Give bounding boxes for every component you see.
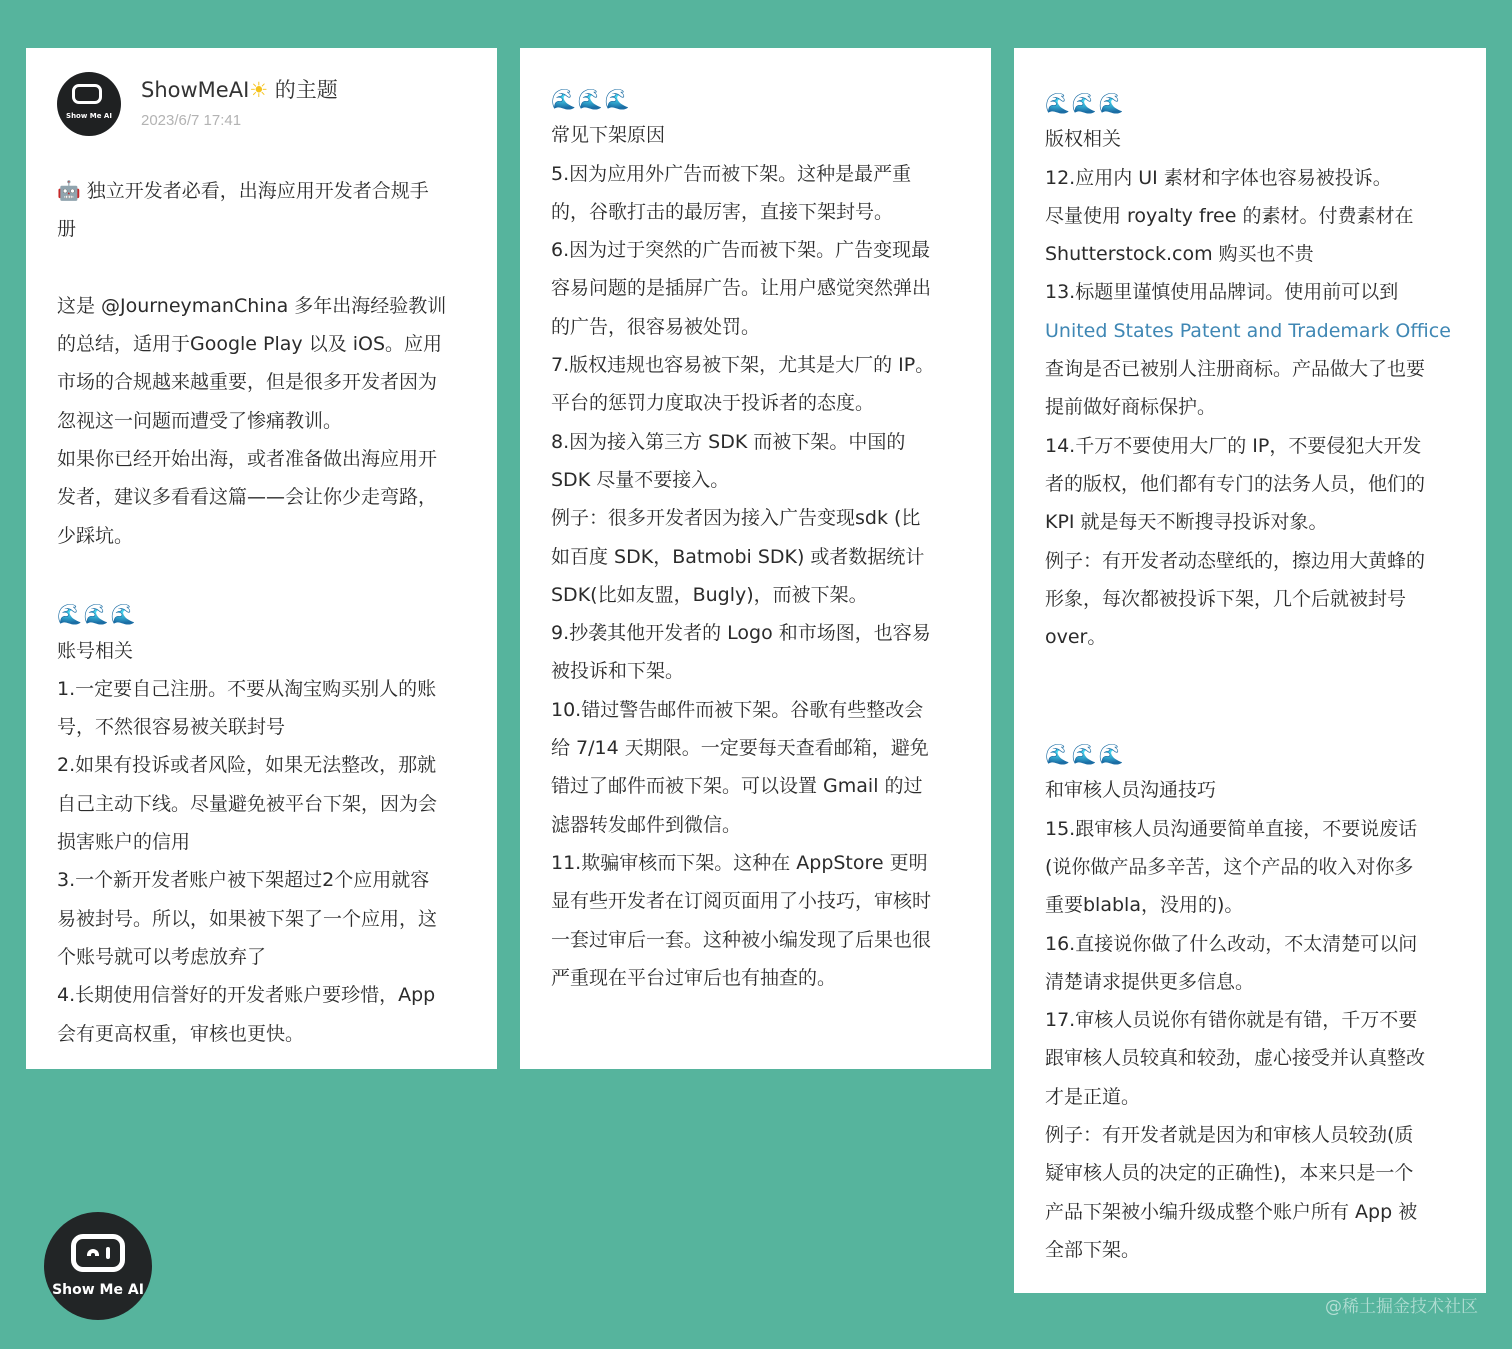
text-line: 损害账户的信用 (57, 831, 191, 854)
text-line: 9.抄袭其他开发者的 Logo 和市场图，也容易 (551, 622, 931, 645)
account-section-body (57, 670, 467, 1053)
text-line: 错过了邮件而被下架。可以设置 Gmail 的过 (551, 775, 923, 798)
text-line: SDK 尽量不要接入。 (551, 468, 730, 491)
text-line: 14.千万不要使用大厂的 IP，不要侵犯大开发 (1045, 434, 1422, 457)
post-date: 2023/6/7 17:41 (141, 112, 242, 129)
text-line: 少踩坑。 (57, 524, 134, 547)
wave-icons: 🌊🌊🌊 (1045, 91, 1126, 115)
text-line: 平台的惩罚力度取决于投诉者的态度。 (551, 392, 875, 415)
text-line: 重要blabla，没用的)。 (1045, 894, 1244, 917)
text-line: 市场的合规越来越重要，但是很多开发者因为 (57, 371, 438, 394)
text-line: 提前做好商标保护。 (1045, 396, 1217, 419)
text-line: 容易问题的是插屏广告。让用户感觉突然弹出 (551, 277, 932, 300)
wave-icons: 🌊🌊🌊 (1045, 742, 1126, 767)
author-name[interactable] (141, 76, 338, 104)
text-line: 自己主动下线。尽量避免被平台下架，因为会 (57, 792, 438, 815)
avatar-label: Show Me AI (66, 112, 112, 120)
text-line: 的总结，适用于Google Play 以及 iOS。应用 (57, 333, 443, 356)
text-line: 疑审核人员的决定的正确性)，本来只是一个 (1045, 1162, 1414, 1185)
intro-paragraph (57, 287, 467, 555)
spacer (57, 249, 467, 287)
robot-screen-icon (72, 84, 102, 104)
author-avatar[interactable] (57, 72, 121, 136)
section-title-review: 和审核人员沟通技巧 (1045, 779, 1217, 802)
text-line: 发者，建议多看看这篇——会让你少走弯路， (57, 486, 438, 509)
text-line: 个账号就可以考虑放弃了 (57, 945, 267, 968)
post-title-line (57, 172, 467, 210)
text-line: 3.一个新开发者账户被下架超过2个应用就容 (57, 869, 430, 892)
text-line: 12.应用内 UI 素材和字体也容易被投诉。 (1045, 166, 1392, 189)
text-line: 给 7/14 天期限。一定要每天查看邮箱，避免 (551, 737, 929, 760)
text-line: 2.如果有投诉或者风险，如果无法整改，那就 (57, 754, 437, 777)
text-line: 4.长期使用信誉好的开发者账户要珍惜，App (57, 984, 436, 1007)
section-title-account: 账号相关 (57, 639, 134, 662)
text-line: 的广告，很容易被处罚。 (551, 315, 761, 338)
post-card-removal-reasons (520, 48, 991, 1069)
text-line: 一套过审后一套。这种被小编发现了后果也很 (551, 928, 932, 951)
text-line: 17.审核人员说你有错你就是有错，千万不要 (1045, 1009, 1418, 1032)
text-line: 严重现在平台过审后也有抽查的。 (551, 966, 837, 989)
text-line: 滤器转发邮件到微信。 (551, 813, 742, 836)
text-line: 者的版权，他们都有专门的法务人员，他们的 (1045, 472, 1426, 495)
section-title-copyright: 版权相关 (1045, 128, 1122, 151)
post-title-text: 独立开发者必看，出海应用开发者合规手 (86, 180, 429, 202)
text-line: 这是 @JourneymanChina 多年出海经验教训 (57, 294, 447, 317)
text-line: 产品下架被小编升级成整个账户所有 App 被 (1045, 1200, 1418, 1223)
review-section-body (1045, 810, 1458, 1270)
text-line: 被投诉和下架。 (551, 660, 685, 683)
text-line: 例子：有开发者就是因为和审核人员较劲(质 (1045, 1124, 1414, 1147)
robot-face-icon (71, 1234, 125, 1272)
spacer (1045, 695, 1458, 733)
text-line: 6.因为过于突然的广告而被下架。广告变现最 (551, 239, 931, 262)
text-line: 15.跟审核人员沟通要简单直接，不要说废话 (1045, 817, 1418, 840)
text-line: 才是正道。 (1045, 1085, 1141, 1108)
text-line: 8.因为接入第三方 SDK 而被下架。中国的 (551, 430, 906, 453)
text-line: 例子：很多开发者因为接入广告变现sdk (比 (551, 507, 921, 530)
post-title-line: 册 (57, 218, 77, 241)
author-name-text: ShowMeAI (141, 78, 250, 102)
text-line: 7.版权违规也容易被下架，尤其是大厂的 IP。 (551, 354, 935, 377)
text-line: 全部下架。 (1045, 1238, 1141, 1261)
spacer (1045, 656, 1458, 694)
post-card-copyright-review (1014, 48, 1486, 1293)
text-line: 显有些开发者在订阅页面用了小技巧，审核时 (551, 890, 932, 913)
uspto-link[interactable]: United States Patent and Trademark Office (1045, 319, 1451, 342)
spacer (57, 555, 467, 593)
text-line: 查询是否已被别人注册商标。产品做大了也要 (1045, 358, 1426, 381)
post-card-account (26, 48, 497, 1069)
text-line: 易被封号。所以，如果被下架了一个应用，这 (57, 907, 438, 930)
text-line: 11.欺骗审核而下架。这种在 AppStore 更明 (551, 851, 928, 874)
sun-icon: ☀ (249, 78, 269, 102)
text-line: 16.直接说你做了什么改动，不太清楚可以问 (1045, 932, 1418, 955)
text-line: 5.因为应用外广告而被下架。这种是最严重 (551, 162, 912, 185)
text-line: KPI 就是每天不断搜寻投诉对象。 (1045, 511, 1328, 534)
section-title-removal: 常见下架原因 (551, 124, 666, 147)
text-line: SDK(比如友盟，Bugly)，而被下架。 (551, 583, 868, 606)
text-line: 如百度 SDK，Batmobi SDK) 或者数据统计 (551, 545, 925, 568)
text-line: 会有更高权重，审核也更快。 (57, 1022, 305, 1045)
text-line: 忽视这一问题而遭受了惨痛教训。 (57, 409, 343, 432)
text-line: 形象，每次都被投诉下架，几个后就被封号 (1045, 587, 1407, 610)
robot-icon: 🤖 (57, 180, 81, 202)
wave-icons: 🌊🌊🌊 (551, 87, 632, 111)
copyright-section-body (1045, 159, 1458, 657)
text-line: 的，谷歌打击的最厉害，直接下架封号。 (551, 200, 894, 223)
text-line: 如果你已经开始出海，或者准备做出海应用开 (57, 448, 438, 471)
text-line: 例子：有开发者动态壁纸的，擦边用大黄蜂的 (1045, 549, 1426, 572)
text-line: 13.标题里谨慎使用品牌词。使用前可以到 (1045, 281, 1399, 304)
text-line: 1.一定要自己注册。不要从淘宝购买别人的账 (57, 677, 437, 700)
text-line: over。 (1045, 626, 1107, 649)
author-suffix: 的主题 (268, 78, 338, 102)
removal-section-body (551, 155, 963, 998)
text-line: 清楚请求提供更多信息。 (1045, 970, 1255, 993)
text-line: Shutterstock.com 购买也不贵 (1045, 243, 1314, 266)
text-line: 尽量使用 royalty free 的素材。付费素材在 (1045, 204, 1414, 227)
post-header (57, 72, 467, 172)
wave-icons: 🌊🌊🌊 (57, 602, 138, 627)
text-line: 号，不然很容易被关联封号 (57, 716, 286, 739)
text-line: 跟审核人员较真和较劲，虚心接受并认真整改 (1045, 1047, 1426, 1070)
text-line: (说你做产品多辛苦，这个产品的收入对你多 (1045, 855, 1414, 878)
watermark: @稀土掘金技术社区 (1325, 1297, 1478, 1317)
showmeai-logo (44, 1212, 152, 1320)
logo-text: Show Me AI (52, 1282, 144, 1298)
text-line: 10.错过警告邮件而被下架。谷歌有些整改会 (551, 698, 924, 721)
